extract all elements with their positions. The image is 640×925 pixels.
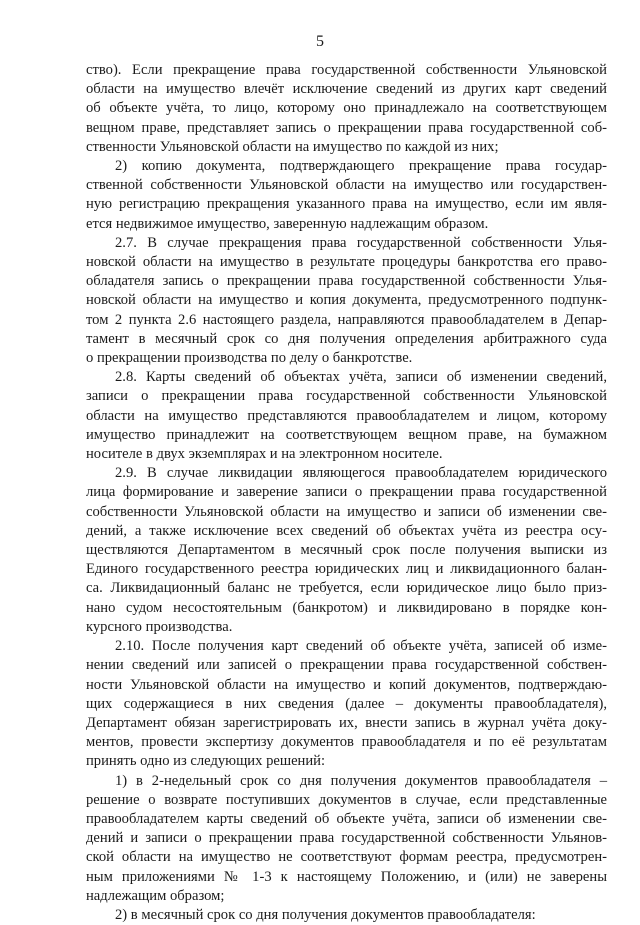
text-line: са. Ликвидационный баланс не требуется, если юридическое лицо было приз- xyxy=(86,580,607,597)
text-line: щих содержащиеся в них сведения (далее – документы правообладателя), xyxy=(86,695,607,712)
text-line: принять одно из следующих решений: xyxy=(86,753,326,770)
paragraph-decision-2 xyxy=(86,906,607,925)
paragraph-item-2-copy xyxy=(86,157,607,234)
text-line: курсного производства. xyxy=(86,618,233,635)
text-line: записи о прекращении права государственной собственности Ульяновской xyxy=(86,388,607,405)
page-number: 5 xyxy=(316,33,324,50)
text-line: ской области на имущество не соответствуют формам реестра, предусмотрен- xyxy=(86,849,607,866)
text-line: ществляются Департаментом в месячный срок после получения выписки из xyxy=(86,542,607,559)
text-line: ство). Если прекращение права государственной собственности Ульяновской xyxy=(86,62,607,78)
text-line: дений, а также исключение всех сведений об объектах учёта из реестра осу- xyxy=(86,522,607,539)
text-line: ется недвижимое имущество, заверенную надлежащим образом. xyxy=(86,215,489,232)
paragraph-decision-1 xyxy=(86,772,607,906)
text-line: ности Ульяновской области на имущество и копий документов, подтверждаю- xyxy=(86,676,607,693)
text-line: 1) в 2-недельный срок со дня получения документов правообладателя – xyxy=(115,772,607,789)
text-line: области на имущество влечёт исключение сведений из других карт сведений xyxy=(86,81,607,98)
text-line: Единого государственного реестра юридических лиц и ликвидационного балан- xyxy=(86,561,607,578)
text-line: 2.8. Карты сведений об объектах учёта, записи об изменении сведений, xyxy=(115,369,607,386)
text-line: имущество принадлежит на соответствующем вещном праве, на бумажном xyxy=(86,426,607,443)
text-line: Департамент обязан зарегистрировать их, внести запись в журнал учёта доку- xyxy=(86,714,607,731)
text-line: области на имущество представляются правообладателем и лицом, которому xyxy=(86,407,607,424)
text-line: ментов, провести экспертизу документов правообладателя и по её результатам xyxy=(86,734,607,751)
text-line: новской области на имущество и копия документа, предусмотренного подпунк- xyxy=(86,292,607,309)
text-line: нении сведений или записей о прекращении права государственной собствен- xyxy=(86,657,607,674)
text-line: лица формирование и заверение записи о прекращении права государственной xyxy=(86,484,607,501)
text-line: правообладателем карты сведений об объекте учёта, записи об изменении све- xyxy=(86,810,607,827)
text-line: решение о возврате поступивших документов в случае, если представленные xyxy=(86,791,607,808)
text-line: 2) в месячный срок со дня получения документов правообладателя: xyxy=(115,906,536,923)
text-line: об объекте учёта, то лицо, которому оно принадлежало на соответствующем xyxy=(86,100,607,117)
text-line: том 2 пункта 2.6 настоящего раздела, направляются правообладателем в Депар- xyxy=(86,311,607,328)
text-line: обладателя запись о прекращении права государственной собственности Улья- xyxy=(86,273,607,290)
text-line: о прекращении производства по делу о банкротстве. xyxy=(86,350,413,367)
text-line: нано судом несостоятельным (банкротом) и ликвидировано в порядке кон- xyxy=(86,599,607,616)
paragraph-clause-2-9 xyxy=(86,464,607,637)
text-line: надлежащим образом; xyxy=(86,887,225,904)
text-line: дений и записи о прекращении права государственной собственности Ульянов- xyxy=(86,830,607,847)
text-line: новской области на имущество в результате процедуры банкротства его право- xyxy=(86,254,607,271)
text-line: ную регистрацию прекращения указанного права на имущество, если им явля- xyxy=(86,196,607,213)
paragraph-clause-2-7 xyxy=(86,234,607,368)
text-line: ным приложениями № 1-3 к настоящему Положению, и (или) не заверены xyxy=(86,868,607,885)
text-line: 2.7. В случае прекращения права государственной собственности Улья- xyxy=(115,234,607,251)
text-line: 2.10. После получения карт сведений об объекте учёта, записей об изме- xyxy=(115,638,607,655)
document-body xyxy=(86,61,607,925)
text-line: носителе в двух экземплярах и на электронном носителе. xyxy=(86,446,443,463)
text-line: 2) копию документа, подтверждающего прекращение права государ- xyxy=(115,158,607,175)
text-line: вещном праве, представляет запись о прекращении права государственной соб- xyxy=(86,119,607,136)
text-line: собственности Ульяновской области на имущество и записи об изменении све- xyxy=(86,503,607,520)
text-line: ственности Ульяновской области на имущество по каждой из них; xyxy=(86,138,499,155)
paragraph-continuation xyxy=(86,61,607,157)
paragraph-clause-2-8 xyxy=(86,368,607,464)
text-line: 2.9. В случае ликвидации являющегося правообладателем юридического xyxy=(115,465,607,482)
text-line: ственной собственности Ульяновской области на имущество или государствен- xyxy=(86,177,607,194)
paragraph-clause-2-10 xyxy=(86,637,607,771)
text-line: тамент в месячный срок со дня получения определения арбитражного суда xyxy=(86,330,607,347)
